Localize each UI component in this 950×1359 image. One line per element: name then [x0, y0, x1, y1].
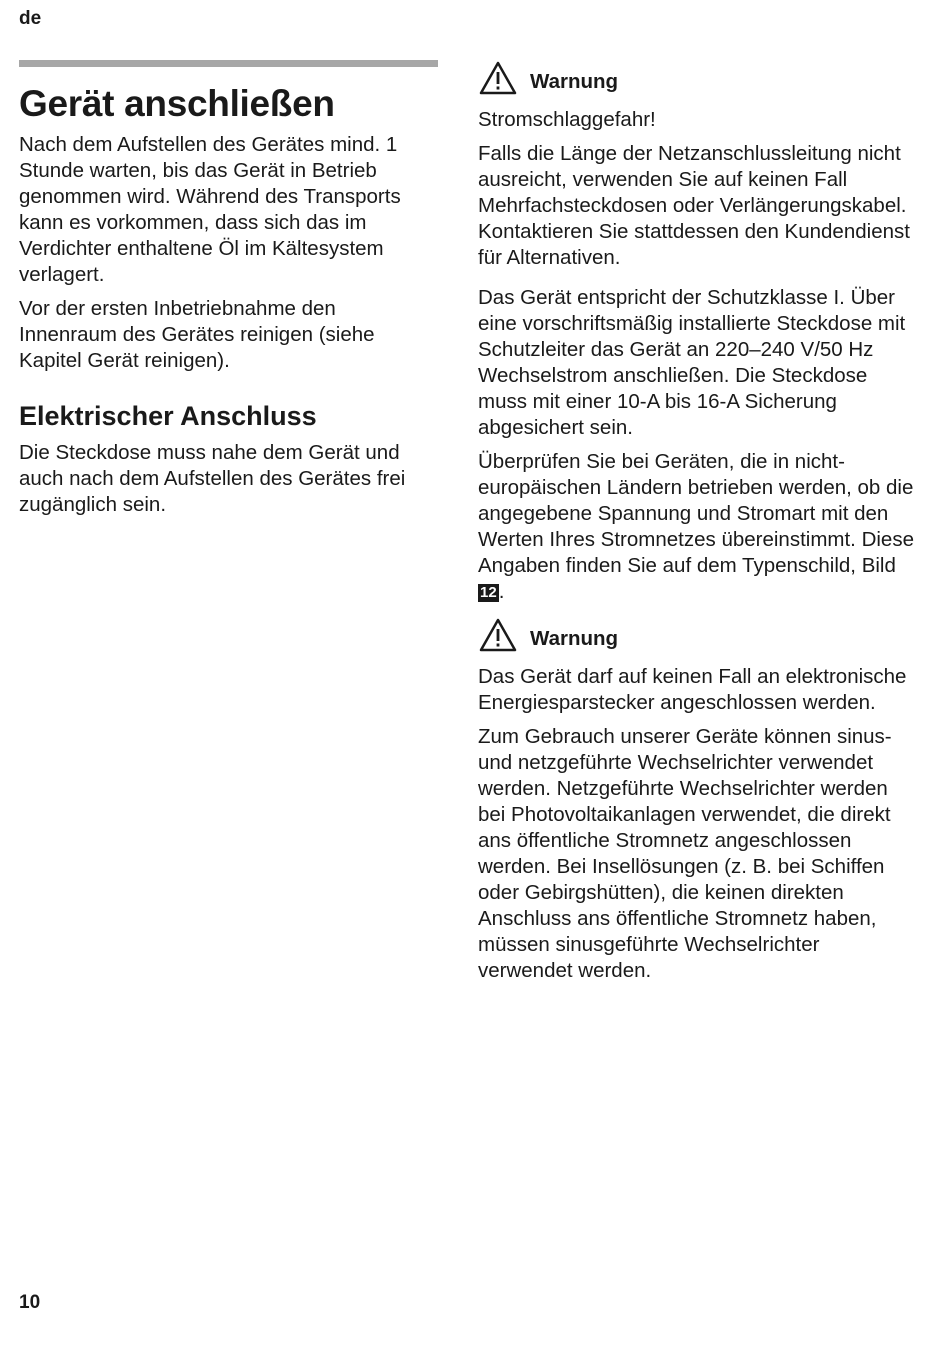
warning-heading-1 — [478, 58, 918, 98]
warning-label: Warnung — [530, 70, 619, 93]
warning-triangle-icon — [478, 617, 518, 653]
warning-label: Warnung — [530, 627, 619, 650]
paragraph-socket: Die Steckdose muss nahe dem Gerät und auch nach dem Aufstellen des Gerätes frei zugänglich sein. — [19, 441, 406, 516]
paragraph-voltage-text: Überprüfen Sie bei Geräten, die in nicht-europäischen Ländern betrieben werden, ob die angegebene Spannung und Stromart mit den Werten Ihres Stromnetzes übereinstimmt. Diese Angaben finden Sie auf dem Typenschild, Bild — [478, 450, 914, 577]
warning-triangle-icon — [478, 60, 518, 96]
left-column — [19, 60, 439, 526]
warning-1-line: Stromschlaggefahr! — [478, 108, 656, 131]
paragraph-end: . — [498, 580, 505, 603]
warning-heading-2 — [478, 615, 918, 655]
paragraph-voltage-check — [478, 449, 918, 605]
warning-2-text-1: Das Gerät darf auf keinen Fall an elektronische Energiesparstecker angeschlossen werden. — [478, 665, 907, 714]
warning-1-text: Falls die Länge der Netzanschlussleitung nicht ausreicht, verwenden Sie auf keinen Fall Mehrfachsteckdosen oder Verlängerungskabel. Kontaktieren Sie stattdessen den Kundendienst für Alternativen. — [478, 142, 910, 269]
subsection-title: Elektrischer Anschluss — [19, 401, 317, 431]
warning-2-text-2: Zum Gebrauch unserer Geräte können sinus- und netzgeführte Wechselrichter verwendet werden. Netzgeführte Wechselrichter werden bei Photovoltaikanlagen verwendet, die direkt ans öffentliche Stromnetz angeschlossen werden. Bei Insellösungen (z. B. bei Schiffen oder Gebirgshütten), die keinen direkten Anschluss ans öffentliche Stromnetz haben, müssen sinusgeführte Wechselrichter verwendet werden. — [478, 725, 892, 982]
section-rule — [19, 60, 438, 67]
figure-reference-badge: 12 — [480, 584, 497, 601]
language-code: de — [19, 8, 42, 29]
paragraph-setup: Nach dem Aufstellen des Gerätes mind. 1 Stunde warten, bis das Gerät in Betrieb genommen wird. Während des Transports kann es vorkommen, dass sich das im Verdichter enthaltene Öl im Kältesystem verlagert. — [19, 133, 401, 286]
paragraph-protection-class: Das Gerät entspricht der Schutzklasse I. Über eine vorschriftsmäßig installierte Steckdose mit Schutzleiter das Gerät an 220–240 V/50 Hz Wechselstrom anschließen. Die Steckdose muss mit einer 10-A bis 16-A Sicherung abgesichert sein. — [478, 286, 906, 439]
paragraph-cleaning: Vor der ersten Inbetriebnahme den Innenraum des Gerätes reinigen (siehe Kapitel Gerät reinigen). — [19, 297, 375, 372]
page-number: 10 — [19, 1292, 41, 1313]
section-title: Gerät anschließen — [19, 83, 335, 124]
right-column — [478, 58, 918, 992]
